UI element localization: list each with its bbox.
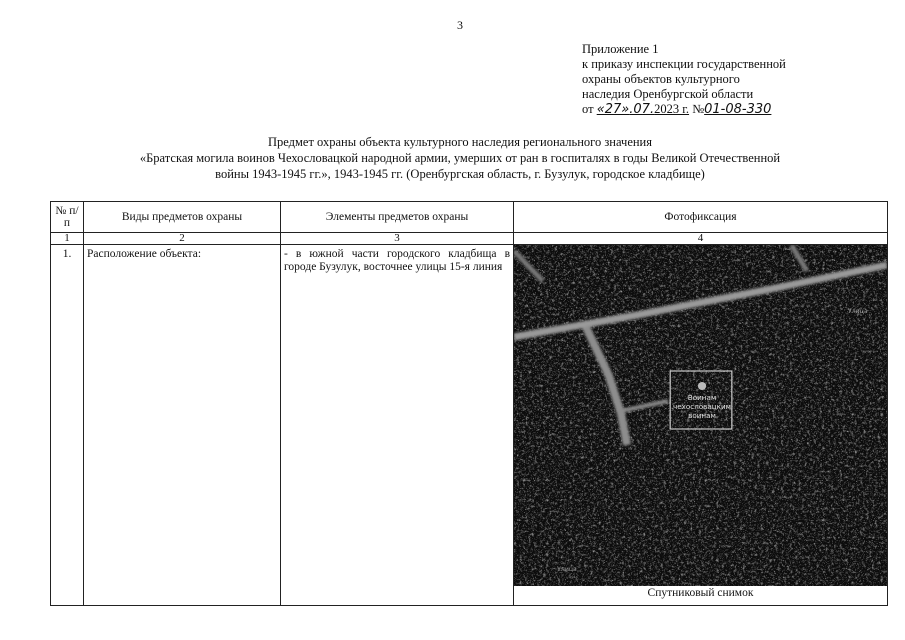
row-type: Расположение объекта: — [84, 245, 281, 606]
column-number-row — [51, 233, 888, 245]
table-row — [51, 245, 888, 606]
document-heading — [60, 134, 860, 182]
header-type: Виды предметов охраны — [84, 202, 281, 233]
heading-line-3: войны 1943-1945 гг.», 1943-1945 гг. (Оренбургская область, г. Бузулук, городское кладбище) — [215, 167, 705, 181]
row-number: 1. — [51, 245, 84, 606]
colnum-1: 1 — [51, 233, 84, 245]
grave-marker-dot — [698, 382, 706, 390]
heading-line-1: Предмет охраны объекта культурного наследия регионального значения — [267, 135, 652, 149]
colnum-3: 3 — [281, 233, 514, 245]
header-photo: Фотофиксация — [514, 202, 888, 233]
corner-label-top: Улица — [847, 308, 868, 315]
date-month: .07. — [629, 102, 655, 117]
date-value — [597, 102, 689, 116]
appendix-line-4: наследия Оренбургской области — [582, 87, 754, 101]
marker-label-1: Воинам — [687, 393, 717, 402]
row-element: - в южной части городского кладбища в городе Бузулук, восточнее улицы 15-я линия — [281, 245, 514, 606]
marker-label-3: воинам — [688, 411, 716, 420]
corner-label-bottom: Улица — [557, 566, 577, 573]
number-sign: № — [692, 102, 705, 116]
protection-table — [50, 201, 888, 606]
appendix-block — [582, 42, 882, 117]
appendix-line-2: к приказу инспекции государственной — [582, 57, 786, 71]
satellite-image — [514, 245, 887, 586]
photo-caption: Спутниковый снимок — [647, 587, 754, 599]
date-day: «27» — [596, 102, 630, 117]
colnum-4: 4 — [514, 233, 888, 245]
table-header-row — [51, 202, 888, 233]
appendix-date-line — [582, 102, 882, 117]
header-element: Элементы предметов охраны — [281, 202, 514, 233]
appendix-line-3: охраны объектов культурного — [582, 72, 740, 86]
row-photo-cell — [514, 245, 888, 606]
appendix-line-1: Приложение 1 — [582, 42, 659, 56]
header-number: № п/п — [51, 202, 84, 233]
page-number: 3 — [457, 18, 463, 32]
colnum-2: 2 — [84, 233, 281, 245]
date-prefix: от — [582, 102, 594, 116]
heading-line-2: «Братская могила воинов Чехословацкой народной армии, умерших от ран в госпиталях в годы Великой Отечественной — [139, 151, 781, 165]
marker-label-2: чехословацким — [672, 402, 732, 411]
date-year: 2023 г. — [654, 102, 690, 116]
order-number: 01-08-330 — [704, 102, 772, 117]
